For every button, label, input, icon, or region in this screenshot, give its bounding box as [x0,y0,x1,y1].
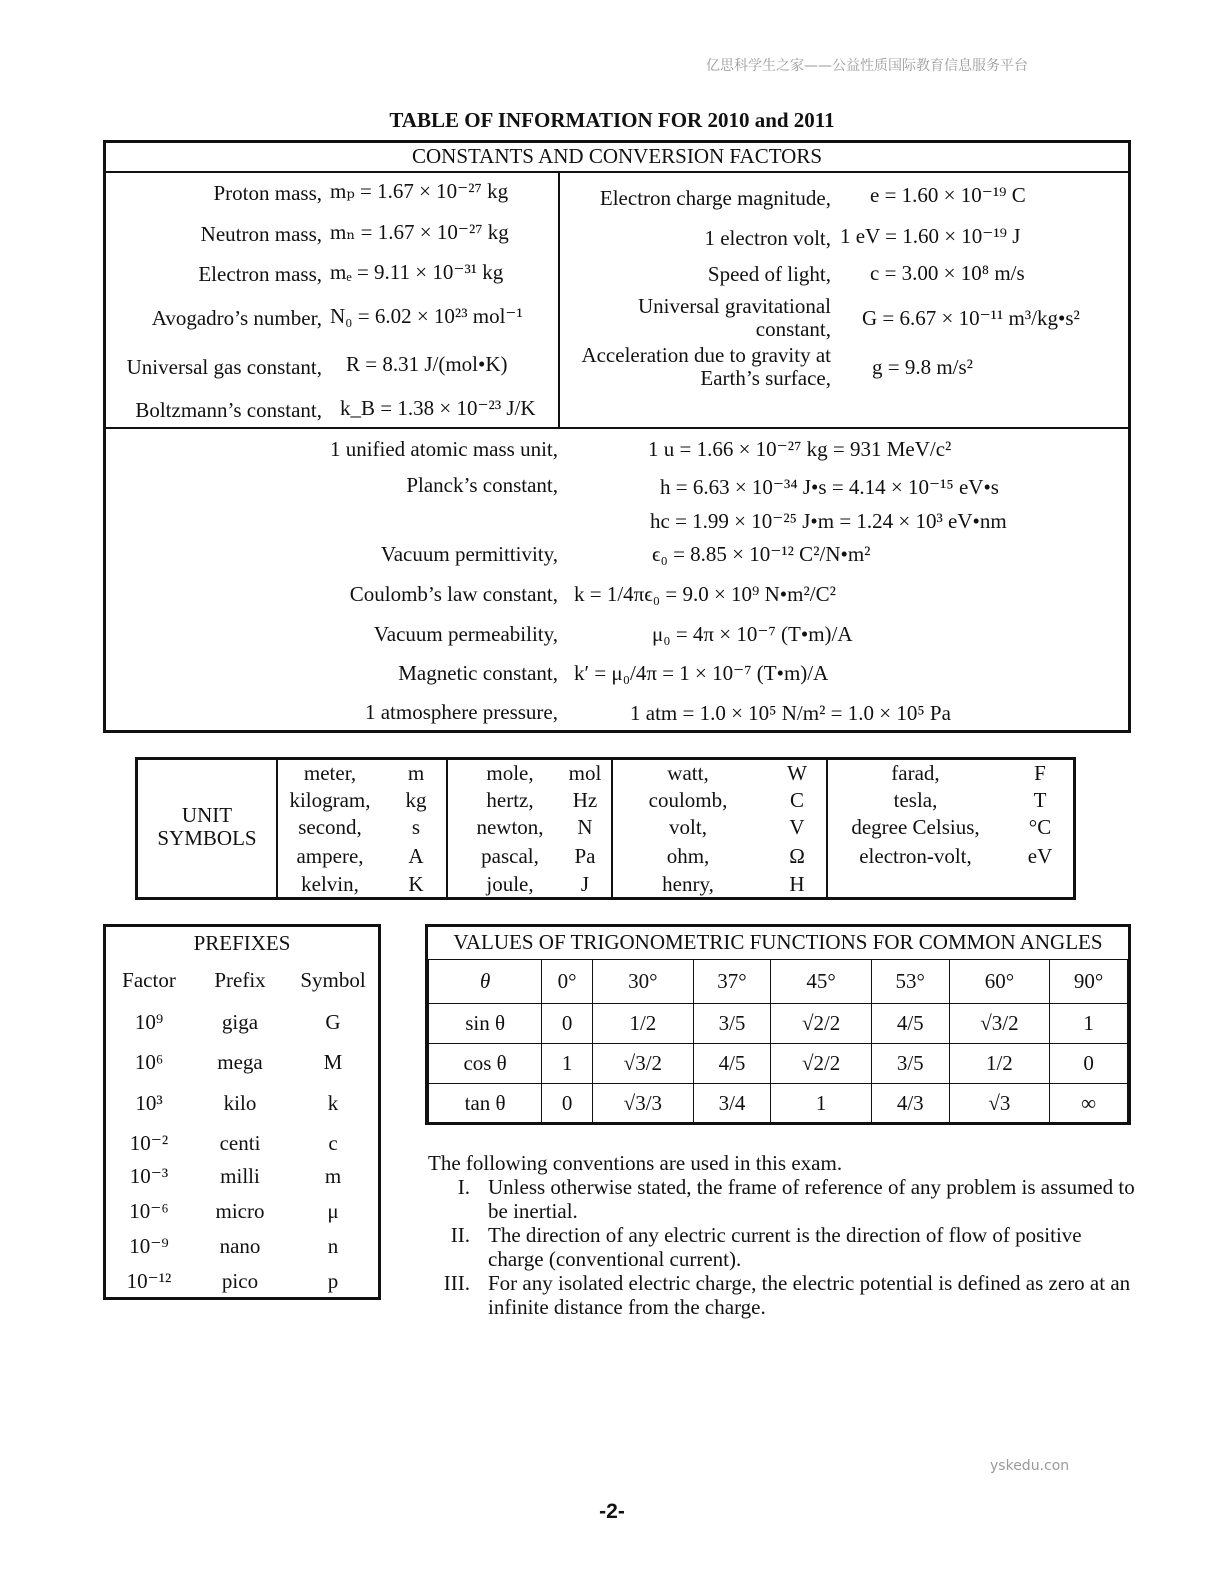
unit-name: kilogram, [289,788,371,812]
constant-value: N₀ = 6.02 × 10²³ mol⁻¹ [330,304,523,328]
constant-value: e = 1.60 × 10⁻¹⁹ C [870,183,1026,207]
unit-name: watt, [667,761,709,785]
conventions-intro: The following conventions are used in this exam. [428,1151,843,1175]
constant-label: Electron mass, [198,262,322,286]
prefixes-header: Symbol [300,968,366,992]
constant-label: 1 unified atomic mass unit, [329,437,558,461]
constant-value: mₚ = 1.67 × 10⁻²⁷ kg [330,179,509,203]
prefixes-box [103,924,381,1300]
trig-value: 1 [542,1043,593,1083]
constant-value: c = 3.00 × 10⁸ m/s [870,261,1025,285]
trig-value: 0 [542,1003,593,1043]
unit-name: degree Celsius, [851,815,980,839]
constants-divider-top [106,171,1128,173]
unit-symbol: J [580,872,590,896]
constant-value: k = 1/4πϵ₀ = 9.0 × 10⁹ N•m²/C² [574,582,836,606]
unit-symbol: °C [1028,815,1052,839]
convention-text: The direction of any electric current is the direction of flow of positive charge (conventional current). [488,1223,1082,1271]
prefix-name: milli [220,1164,260,1188]
trig-angle-header: 37° [693,959,771,1003]
unit-name: ampere, [296,844,364,868]
trig-header-row [429,959,1128,1003]
convention-text: For any isolated electric charge, the electric potential is defined as zero at an infinite distance from the charge. [488,1271,1131,1319]
unit-name: farad, [891,761,940,785]
prefix-symbol: c [328,1131,338,1155]
trig-value: 0 [542,1083,593,1123]
unit-name: tesla, [893,788,938,812]
prefix-symbol: μ [327,1199,339,1223]
trig-row [429,1043,1128,1083]
prefix-symbol: p [327,1269,339,1293]
trig-value: √2/2 [771,1003,872,1043]
trig-angle-header: 30° [593,959,694,1003]
convention-text: Unless otherwise stated, the frame of reference of any problem is assumed to be inertial. [488,1175,1135,1223]
trig-table-box [425,924,1131,1125]
unit-name: ohm, [666,844,710,868]
unit-symbol: V [789,815,805,839]
constant-label: Neutron mass, [200,222,322,246]
trig-function-label: cos θ [429,1043,542,1083]
constant-label: Magnetic constant, [398,661,558,685]
constant-label: Universal gas constant, [126,355,322,379]
prefix-name: giga [221,1010,259,1034]
unit-name: newton, [476,815,544,839]
trig-function-label: sin θ [429,1003,542,1043]
prefix-factor: 10⁻⁶ [129,1199,169,1223]
unit-name: second, [298,815,362,839]
unit-symbols-box [135,757,1076,900]
constant-label: Speed of light, [707,262,831,286]
unit-name: coulomb, [648,788,728,812]
constant-label: Vacuum permittivity, [380,542,558,566]
constant-label: 1 electron volt, [704,226,831,250]
constant-value: 1 atm = 1.0 × 10⁵ N/m² = 1.0 × 10⁵ Pa [630,701,951,725]
page-number: -2- [599,1500,625,1523]
prefix-symbol: k [327,1091,339,1115]
constant-label: Boltzmann’s constant, [135,398,322,422]
convention-number: II. [450,1223,470,1247]
unit-symbol: K [408,872,424,896]
trig-title: VALUES OF TRIGONOMETRIC FUNCTIONS FOR COMMON ANGLES [429,927,1128,959]
unit-symbols-label: UNIT SYMBOLS [157,803,257,850]
convention-item [428,1175,1138,1223]
prefix-symbol: G [325,1010,341,1034]
unit-name: pascal, [481,844,539,868]
trig-value: √3 [949,1083,1050,1123]
constant-value: μ₀ = 4π × 10⁻⁷ (T•m)/A [652,622,853,646]
constant-label: 1 atmosphere pressure, [364,700,558,724]
prefix-name: nano [219,1234,261,1258]
unit-symbol: F [1034,761,1046,785]
constant-label: Avogadro’s number, [151,306,322,330]
prefixes-header: Prefix [214,968,266,992]
unit-symbol: T [1033,788,1047,812]
unit-symbol: A [408,844,424,868]
trig-angle-header: 60° [949,959,1050,1003]
prefix-symbol: m [324,1164,342,1188]
unit-symbol: s [411,815,421,839]
unit-symbol: m [407,761,425,785]
constant-label: Electron charge magnitude, [599,186,831,210]
prefix-name: kilo [223,1091,257,1115]
trig-value: 3/5 [693,1003,771,1043]
prefix-factor: 10⁹ [134,1010,164,1034]
unit-symbol: Ω [789,844,805,868]
prefix-factor: 10⁻¹² [126,1269,172,1293]
constant-label: Vacuum permeability, [373,622,558,646]
convention-item [428,1271,1138,1319]
trig-value: 4/3 [871,1083,949,1123]
conventions [428,1151,1138,1319]
trig-angle-header: 45° [771,959,872,1003]
trig-value: √2/2 [771,1043,872,1083]
unit-symbol: H [789,872,805,896]
unit-name: mole, [486,761,534,785]
prefix-factor: 10⁻² [129,1131,169,1155]
unit-name: meter, [303,761,357,785]
prefix-name: micro [215,1199,265,1223]
trig-value: 3/5 [871,1043,949,1083]
trig-row [429,1003,1128,1043]
prefix-symbol: n [327,1234,339,1258]
unit-name: electron-volt, [859,844,972,868]
watermark-bottom: yskedu.con [990,1458,1070,1474]
trig-angle-header: 53° [871,959,949,1003]
page-title: TABLE OF INFORMATION FOR 2010 and 2011 [389,108,835,132]
trig-table [428,927,1128,1124]
convention-number: III. [443,1271,470,1295]
constant-value: k_B = 1.38 × 10⁻²³ J/K [340,396,536,420]
trig-function-label: tan θ [429,1083,542,1123]
unit-symbol: C [789,788,804,812]
trig-angle-header: 90° [1050,959,1128,1003]
trig-value: 4/5 [693,1043,771,1083]
constants-heading: CONSTANTS AND CONVERSION FACTORS [411,144,823,168]
unit-symbol: eV [1027,844,1053,868]
constant-value: k′ = μ₀/4π = 1 × 10⁻⁷ (T•m)/A [574,661,829,685]
constant-value: h = 6.63 × 10⁻³⁴ J•s = 4.14 × 10⁻¹⁵ eV•s [660,475,999,499]
constant-value: 1 eV = 1.60 × 10⁻¹⁹ J [840,224,1021,248]
constant-label: Proton mass, [213,181,322,205]
constants-divider-mid [106,427,1128,429]
constant-value: 1 u = 1.66 × 10⁻²⁷ kg = 931 MeV/c² [648,437,952,461]
unit-symbol: Hz [572,788,598,812]
unit-name: kelvin, [301,872,359,896]
prefixes-title: PREFIXES [193,931,291,955]
unit-symbol: Pa [574,844,596,868]
prefix-symbol: M [323,1050,343,1074]
trig-value: 1 [771,1083,872,1123]
trig-row [429,1083,1128,1123]
prefix-factor: 10⁶ [134,1050,164,1074]
unit-name: henry, [662,872,714,896]
constant-label: Coulomb’s law constant, [349,582,558,606]
constant-label: Acceleration due to gravity at Earth’s surface, [581,343,831,390]
constant-value: R = 8.31 J/(mol•K) [346,352,508,376]
trig-value: 0 [1050,1043,1128,1083]
prefix-name: centi [219,1131,261,1155]
unit-symbol: W [787,761,807,785]
trig-value: 1/2 [593,1003,694,1043]
trig-value: √3/2 [949,1003,1050,1043]
trig-value: 1 [1050,1003,1128,1043]
unit-symbol: N [577,815,593,839]
trig-value: √3/3 [593,1083,694,1123]
prefix-name: mega [217,1050,263,1074]
unit-symbol: mol [568,761,602,785]
constant-value: g = 9.8 m/s² [872,355,973,379]
unit-name: joule, [486,872,534,896]
unit-symbol: kg [405,788,427,812]
trig-angle-header: 0° [542,959,593,1003]
constant-value: mₑ = 9.11 × 10⁻³¹ kg [330,260,504,284]
constant-label: Universal gravitational constant, [637,294,831,341]
trig-value: ∞ [1050,1083,1128,1123]
prefix-name: pico [221,1269,259,1293]
convention-item [428,1223,1138,1271]
constant-value: ϵ₀ = 8.85 × 10⁻¹² C²/N•m² [652,542,871,566]
constants-divider-vertical [558,173,560,428]
trig-value: 4/5 [871,1003,949,1043]
trig-theta-header: θ [429,959,542,1003]
convention-number: I. [457,1175,470,1199]
prefix-factor: 10⁻⁹ [129,1234,169,1258]
trig-value: 3/4 [693,1083,771,1123]
unit-name: hertz, [486,788,534,812]
constant-label: Planck’s constant, [406,473,558,497]
trig-value: 1/2 [949,1043,1050,1083]
constant-value: hc = 1.99 × 10⁻²⁵ J•m = 1.24 × 10³ eV•nm [650,509,1007,533]
unit-name: volt, [669,815,707,839]
constant-value: G = 6.67 × 10⁻¹¹ m³/kg•s² [862,306,1080,330]
prefix-factor: 10³ [135,1091,163,1115]
watermark-top: 亿思科学生之家——公益性质国际教育信息服务平台 [706,58,1028,74]
constant-value: mₙ = 1.67 × 10⁻²⁷ kg [330,220,509,244]
trig-value: √3/2 [593,1043,694,1083]
prefix-factor: 10⁻³ [129,1164,169,1188]
prefixes-header: Factor [122,968,176,992]
